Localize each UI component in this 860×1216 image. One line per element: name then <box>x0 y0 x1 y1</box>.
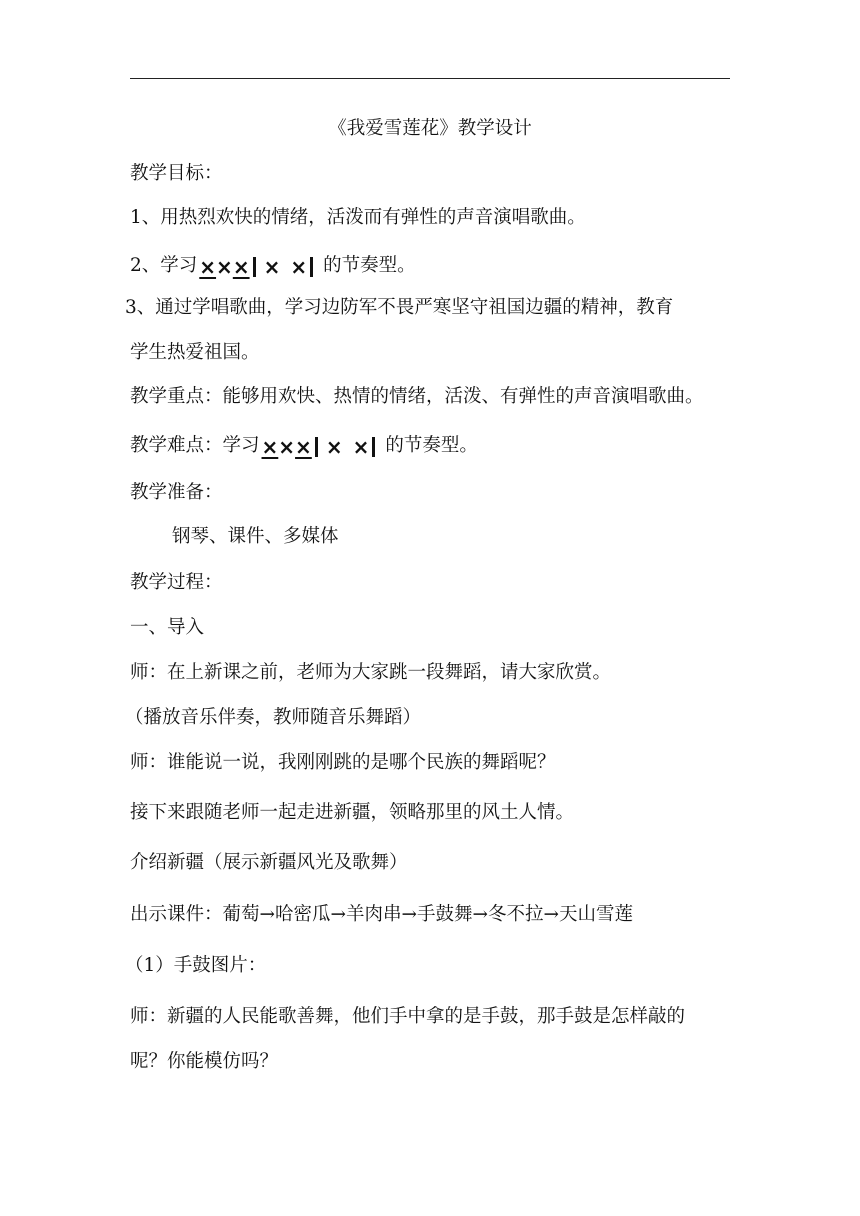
paragraph: （播放音乐伴奏，教师随音乐舞蹈） <box>125 707 422 728</box>
paragraph: 接下来跟随老师一起走进新疆，领略那里的风土人情。 <box>130 802 575 823</box>
goal-3-line-2: 学生热爱祖国。 <box>130 342 260 363</box>
rhythm-barline <box>315 437 318 457</box>
rhythm-pattern <box>199 256 321 278</box>
rhythm-barline <box>310 257 313 277</box>
goals-heading: 教学目标： <box>130 163 223 184</box>
rhythm-note: × <box>295 435 312 459</box>
rhythm-note: × <box>352 435 370 459</box>
rhythm-pattern <box>262 436 384 458</box>
key-point: 教学重点：能够用欢快、热情的情绪，活泼、有弹性的声音演唱歌曲。 <box>130 386 704 407</box>
rhythm-note: × <box>325 435 343 459</box>
rhythm-note: × <box>216 255 233 279</box>
paragraph: 师：新疆的人民能歌善舞，他们手中拿的是手鼓，那手鼓是怎样敲的 <box>130 1006 686 1027</box>
goal-2-suffix: 的节奏型。 <box>323 255 416 276</box>
paragraph: 师：在上新课之前，老师为大家跳一段舞蹈，请大家欣赏。 <box>130 662 612 683</box>
paragraph: 介绍新疆（展示新疆风光及歌舞） <box>130 852 408 873</box>
process-heading: 教学过程： <box>130 572 223 593</box>
header-rule <box>130 78 730 79</box>
rhythm-note: × <box>199 255 217 279</box>
paragraph: （1）手鼓图片： <box>125 955 267 976</box>
goal-1: 1、用热烈欢快的情绪，活泼而有弹性的声音演唱歌曲。 <box>130 207 586 228</box>
paragraph: 师：谁能说一说，我刚刚跳的是哪个民族的舞蹈呢？ <box>130 752 556 773</box>
rhythm-barline <box>253 257 256 277</box>
prep-heading: 教学准备： <box>130 482 223 503</box>
rhythm-note: × <box>278 435 296 459</box>
rhythm-note: × <box>232 255 250 279</box>
rhythm-note: × <box>261 435 279 459</box>
paragraph: 出示课件：葡萄→哈密瓜→羊肉串→手鼓舞→冬不拉→天山雪莲 <box>130 904 634 925</box>
difficulty <box>130 434 478 458</box>
goal-2 <box>130 254 416 278</box>
paragraph: 呢？你能模仿吗？ <box>130 1051 279 1072</box>
difficulty-prefix: 教学难点：学习 <box>130 435 260 456</box>
document-title: 《我爱雪莲花》教学设计 <box>328 118 532 139</box>
goal-3-line-1: 3、通过学唱歌曲，学习边防军不畏严寒坚守祖国边疆的精神，教育 <box>125 297 674 318</box>
prep-items: 钢琴、课件、多媒体 <box>172 526 339 547</box>
rhythm-note: × <box>290 255 308 279</box>
section-1-heading: 一、导入 <box>130 617 205 638</box>
goal-2-prefix: 2、学习 <box>130 255 198 276</box>
difficulty-suffix: 的节奏型。 <box>385 435 478 456</box>
rhythm-barline <box>372 437 375 457</box>
rhythm-note: × <box>263 255 281 279</box>
